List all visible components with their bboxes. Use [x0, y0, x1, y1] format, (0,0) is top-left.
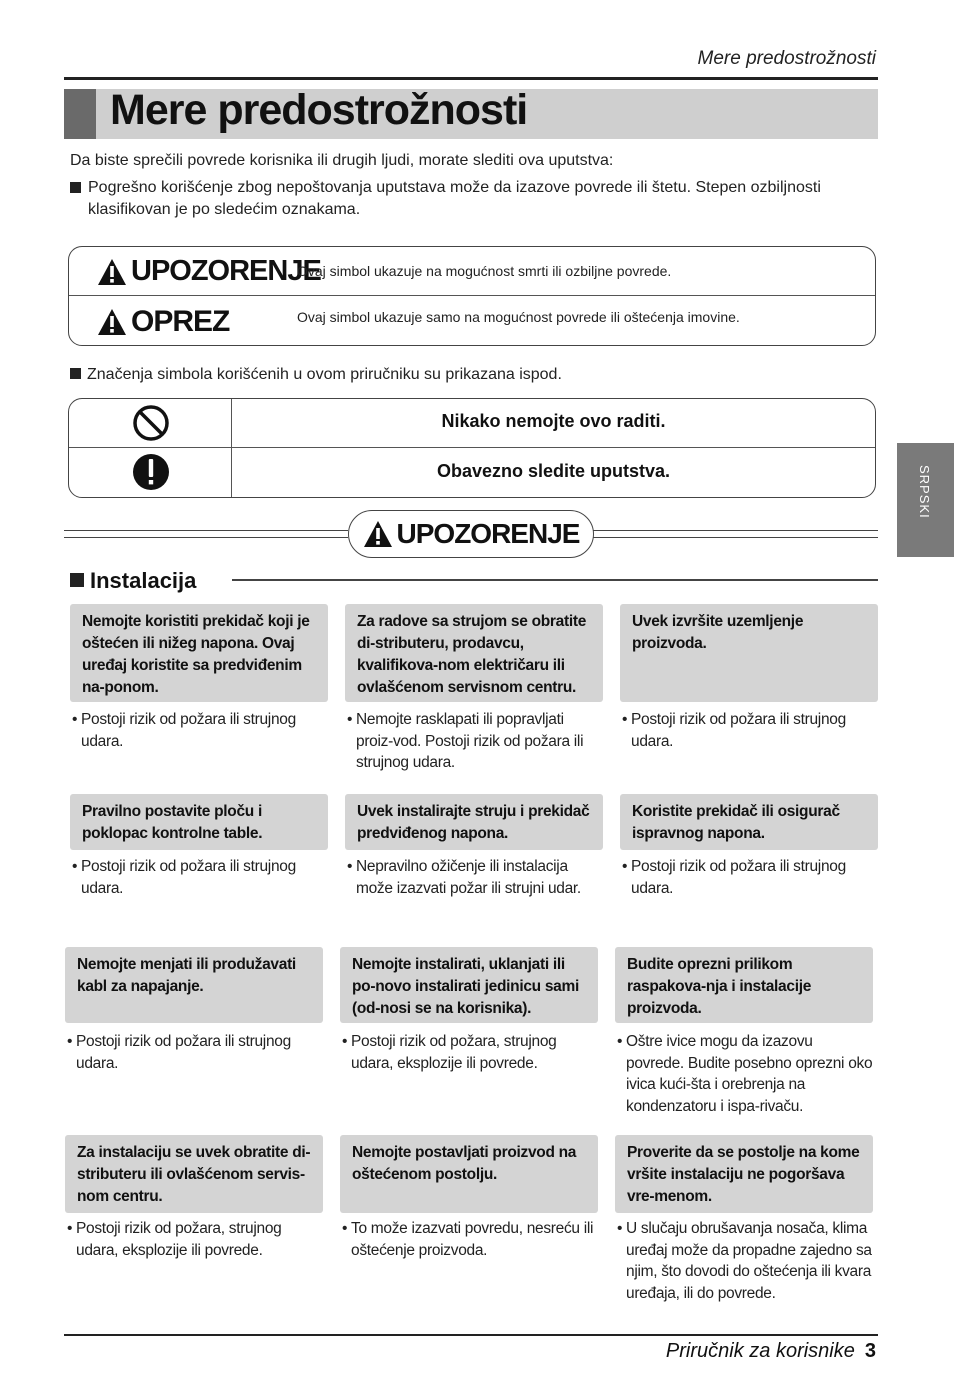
language-tab-label: SRPSKI	[917, 465, 932, 519]
warning-banner-label: UPOZORENJE	[396, 518, 580, 549]
precaution-note: • Nemojte rasklapati ili popravljati proiz-vod. Postoji rizik od požara ili strujnog udara.	[347, 711, 584, 771]
precaution-note-text: Postoji rizik od požara ili strujnog udara.	[81, 858, 296, 897]
precaution-card: Uvek izvršite uzemljenje proizvoda.	[620, 604, 878, 702]
precaution-note: • Nepravilno ožičenje ili instalacija može izazvati požar ili strujni udar.	[347, 858, 581, 897]
precaution-card: Nemojte koristiti prekidač koji je oštećen ili nižeg napona. Ovaj uređaj koristite sa predviđenim na-ponom.	[70, 604, 328, 702]
precaution-note: • Postoji rizik od požara ili strujnog udara.	[72, 858, 296, 897]
precaution-note-text: Postoji rizik od požara ili strujnog udara.	[631, 858, 846, 897]
section-heading	[70, 568, 210, 594]
footer-manual-name: Priručnik za korisnike	[665, 1340, 855, 1362]
precaution-note-text: Postoji rizik od požara, strujnog udara, eksplozije ili povrede.	[76, 1220, 282, 1259]
precaution-card: Koristite prekidač ili osigurač ispravnog napona.	[620, 794, 878, 850]
page-title: Mere predostrožnosti	[110, 86, 528, 134]
precaution-card: Nemojte postavljati proizvod na oštećenom postolju.	[340, 1135, 598, 1213]
precaution-card: Za radove sa strujom se obratite di-stributeru, prodavcu, kvalifikova-nom električaru ili ovlašćenom servisnom centru.	[345, 604, 603, 702]
symbols-table	[68, 398, 876, 498]
precaution-note: • Postoji rizik od požara ili strujnog udara.	[622, 858, 846, 897]
caution-level-desc: Ovaj simbol ukazuje samo na mogućnost povrede ili oštećenja imovine.	[297, 309, 740, 325]
symbols-intro-text: Značenja simbola korišćenih u ovom priručniku su prikazana ispod.	[87, 366, 562, 383]
precaution-note: • Postoji rizik od požara, strujnog udara, eksplozije ili povrede.	[67, 1220, 282, 1259]
warning-level-upozorenje	[97, 255, 321, 288]
precaution-card: Budite oprezni prilikom raspakova-nja i instalacije proizvoda.	[615, 947, 873, 1023]
intro-line-2-text: Pogrešno korišćenje zbog nepoštovanja uputstava može da izazove povrede ili štetu. Stepen ozbiljnosti klasifikovan je po sledećim oznakama.	[88, 179, 821, 218]
precaution-card: Pravilno postavite ploču i poklopac kontrolne table.	[70, 794, 328, 850]
title-accent-block	[64, 89, 96, 139]
precaution-note-text: Postoji rizik od požara ili strujnog udara.	[81, 711, 296, 750]
precaution-note-text: Nepravilno ožičenje ili instalacija može izazvati požar ili strujni udar.	[356, 858, 581, 897]
mandatory-exclamation-icon	[131, 453, 171, 491]
precaution-card: Proverite da se postolje na kome vršite instalaciju ne pogoršava vre-menom.	[615, 1135, 873, 1213]
precaution-note: • Postoji rizik od požara ili strujnog udara.	[67, 1033, 291, 1072]
symbol-meaning-prohibited: Nikako nemojte ovo raditi.	[441, 411, 666, 431]
banner-rule-right	[592, 530, 878, 538]
precaution-card: Za instalaciju se uvek obratite di-stributeru ili ovlašćenom servis-nom centru.	[65, 1135, 323, 1213]
divider	[69, 295, 875, 296]
precaution-note: • U slučaju obrušavanja nosača, klima uređaj može da propadne zajedno sa njim, što dovodi do oštećenja ili kvara uređaja, ili do povrede.	[617, 1220, 872, 1302]
banner-rule-left	[64, 530, 348, 538]
warning-triangle-icon	[363, 520, 393, 548]
intro-line-1: Da biste sprečili povrede korisnika ili drugih ljudi, morate slediti ova uputstva:	[70, 152, 614, 169]
caution-triangle-icon	[97, 308, 127, 336]
footer-rule	[64, 1334, 878, 1336]
precaution-note: • Oštre ivice mogu da izazovu povrede. Budite posebno oprezni oko ivica kući-šta i orebrenja na kondenzatoru i ispa-rivaču.	[617, 1033, 873, 1115]
square-bullet-icon	[70, 573, 84, 587]
warning-level-label: UPOZORENJE	[131, 255, 321, 287]
precaution-note-text: Oštre ivice mogu da izazovu povrede. Budite posebno oprezni oko ivica kući-šta i orebrenja na kondenzatoru i ispa-rivaču.	[626, 1033, 873, 1115]
precaution-card: Nemojte instalirati, uklanjati ili po-novo instalirati jedinicu sami (od-nosi se na korisnika).	[340, 947, 598, 1023]
square-bullet-icon	[70, 182, 81, 193]
precaution-note-text: To može izazvati povredu, nesreću ili oštećenje proizvoda.	[351, 1220, 594, 1259]
warning-level-desc: Ovaj simbol ukazuje na mogućnost smrti ili ozbiljne povrede.	[297, 263, 672, 279]
precaution-note-text: Nemojte rasklapati ili popravljati proiz-vod. Postoji rizik od požara ili strujnog udara.	[356, 711, 584, 771]
intro-line-2	[70, 177, 876, 221]
row-divider	[69, 447, 875, 448]
symbols-intro	[70, 366, 562, 384]
warning-levels-box	[68, 246, 876, 346]
precaution-card: Uvek instalirajte struju i prekidač predviđenog napona.	[345, 794, 603, 850]
symbol-meaning-mandatory: Obavezno sledite uputstva.	[436, 461, 671, 481]
warning-banner	[348, 510, 594, 558]
warning-triangle-icon	[97, 258, 127, 286]
header-rule	[64, 77, 878, 80]
precaution-note-text: U slučaju obrušavanja nosača, klima uređaj može da propadne zajedno sa njim, što dovodi do oštećenja ili kvara uređaja, ili do povrede.	[626, 1220, 872, 1302]
running-header: Mere predostrožnosti	[697, 48, 876, 69]
precaution-note-text: Postoji rizik od požara ili strujnog udara.	[631, 711, 846, 750]
language-tab	[897, 443, 954, 557]
precaution-note: • Postoji rizik od požara ili strujnog udara.	[72, 711, 296, 750]
caution-level-label: OPREZ	[131, 305, 230, 338]
prohibition-icon	[131, 404, 171, 442]
precaution-note: • To može izazvati povredu, nesreću ili oštećenje proizvoda.	[342, 1220, 594, 1259]
section-rule	[232, 579, 878, 581]
square-bullet-icon	[70, 368, 81, 379]
precaution-card: Nemojte menjati ili produžavati kabl za napajanje.	[65, 947, 323, 1023]
page-number: 3	[864, 1340, 876, 1362]
precaution-note-text: Postoji rizik od požara, strujnog udara, eksplozije ili povrede.	[351, 1033, 557, 1072]
section-heading-text: Instalacija	[90, 568, 197, 593]
precaution-note-text: Postoji rizik od požara ili strujnog udara.	[76, 1033, 291, 1072]
footer	[666, 1340, 876, 1363]
precaution-note: • Postoji rizik od požara ili strujnog udara.	[622, 711, 846, 750]
precaution-note: • Postoji rizik od požara, strujnog udara, eksplozije ili povrede.	[342, 1033, 557, 1072]
warning-level-oprez	[97, 305, 229, 339]
